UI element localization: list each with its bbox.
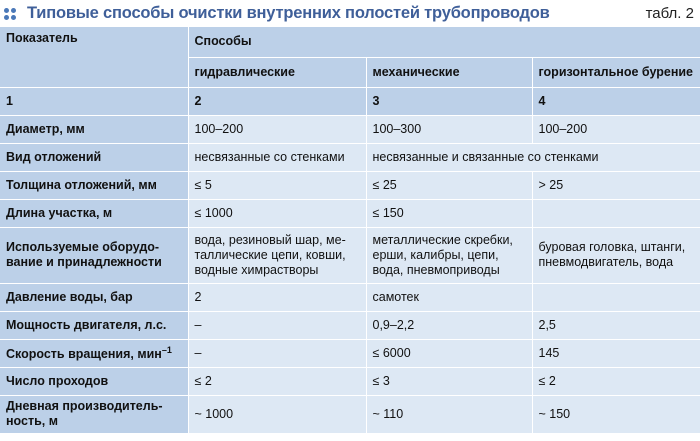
table-cell [366, 227, 532, 283]
table-cell: ≤ 25 [366, 171, 532, 199]
table-cell: ~ 110 [366, 395, 532, 433]
table-cell: 2,5 [532, 311, 700, 339]
table-cell: самотек [366, 283, 532, 311]
table-cell [532, 227, 700, 283]
row-label-line: вание и принадлежности [6, 255, 162, 269]
row-label: Мощность двигателя, л.с. [0, 311, 188, 339]
cell-line: вода, пневмоприводы [372, 262, 500, 277]
row-label-line: ность, м [6, 414, 58, 428]
header-col-hydraulic: гидравлические [188, 57, 366, 87]
table-cell: 2 [188, 283, 366, 311]
table-row [0, 227, 700, 283]
table-number: табл. 2 [645, 5, 694, 22]
row-label-line: Используемые оборудо- [6, 240, 160, 254]
row-label-line: Дневная производитель- [6, 399, 163, 413]
grid-dots-icon [4, 7, 18, 21]
table-cell [532, 283, 700, 311]
table-cell: ≤ 5 [188, 171, 366, 199]
header-col-mechanical: механические [366, 57, 532, 87]
number-row [0, 87, 700, 115]
row-label [0, 339, 188, 367]
table-title: Типовые способы очистки внутренних полостей трубопроводов [27, 4, 550, 22]
table-cell [532, 199, 700, 227]
table-cell: ~ 150 [532, 395, 700, 433]
row-label: Толщина отложений, мм [0, 171, 188, 199]
row-label: Диаметр, мм [0, 115, 188, 143]
table-row [0, 199, 700, 227]
table-cell: ~ 1000 [188, 395, 366, 433]
table-cell: 145 [532, 339, 700, 367]
title-bar [0, 0, 700, 27]
col-number: 3 [366, 87, 532, 115]
table-cell: ≤ 150 [366, 199, 532, 227]
table-cell: ≤ 3 [366, 367, 532, 395]
table-cell: ≤ 2 [532, 367, 700, 395]
table-row [0, 367, 700, 395]
table-cell: 0,9–2,2 [366, 311, 532, 339]
table-cell: – [188, 311, 366, 339]
col-number: 4 [532, 87, 700, 115]
cell-line: ерши, калибры, цепи, [372, 247, 499, 262]
superscript: –1 [161, 345, 172, 356]
data-table [0, 27, 700, 434]
row-label: Число проходов [0, 367, 188, 395]
col-number: 2 [188, 87, 366, 115]
header-methods: Способы [188, 27, 700, 57]
table-cell: 100–200 [532, 115, 700, 143]
cell-line: вода, резиновый шар, ме- [194, 232, 346, 247]
cell-line: пневмодвигатель, вода [538, 255, 674, 269]
table-cell: ≤ 2 [188, 367, 366, 395]
cell-line: водные химрастворы [194, 262, 319, 277]
table-row [0, 339, 700, 367]
table-row [0, 395, 700, 433]
table-row [0, 143, 700, 171]
table-row [0, 171, 700, 199]
row-label-text: Скорость вращения, мин [6, 347, 162, 362]
table-cell [188, 227, 366, 283]
row-label [0, 395, 188, 433]
table-row [0, 115, 700, 143]
table-cell: ≤ 1000 [188, 199, 366, 227]
table-cell: несвязанные со стенками [188, 143, 366, 171]
row-label: Вид отложений [0, 143, 188, 171]
table-cell: 100–300 [366, 115, 532, 143]
row-label: Давление воды, бар [0, 283, 188, 311]
table-cell: ≤ 6000 [366, 339, 532, 367]
header-indicator: Показатель [0, 27, 188, 87]
header-col-drilling: горизонтальное бурение [532, 57, 700, 87]
table-row [0, 311, 700, 339]
cell-line: буровая головка, штанги, [538, 240, 686, 254]
col-number: 1 [0, 87, 188, 115]
row-label [0, 227, 188, 283]
table-row [0, 283, 700, 311]
row-label: Длина участка, м [0, 199, 188, 227]
table-cell: 100–200 [188, 115, 366, 143]
table-cell: несвязанные и связанные со стенками [366, 143, 700, 171]
cell-line: металлические скребки, [372, 232, 513, 247]
cell-line: таллические цепи, ковши, [194, 247, 346, 262]
table-cell: > 25 [532, 171, 700, 199]
table-cell: – [188, 339, 366, 367]
